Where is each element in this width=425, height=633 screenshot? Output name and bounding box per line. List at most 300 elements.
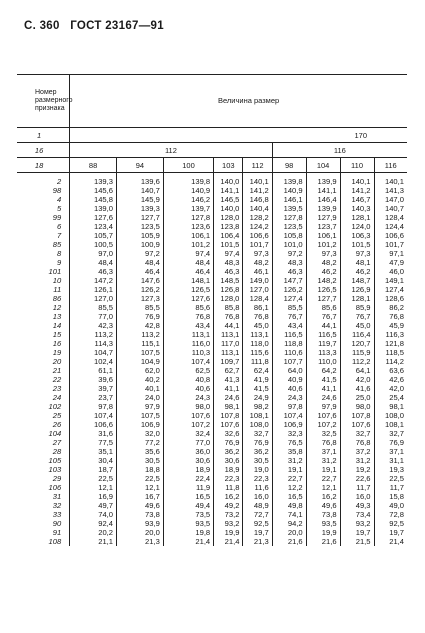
table-row [17, 420, 407, 429]
table-cell: 76,7 [340, 312, 374, 321]
table-cell: 41,9 [243, 375, 272, 384]
table-cell: 146,4 [306, 195, 340, 204]
table-cell: 102,4 [70, 357, 117, 366]
table-cell: 64,0 [272, 366, 306, 375]
table-cell: 128,6 [374, 294, 407, 303]
table-row [17, 330, 407, 339]
table-cell: 146,7 [340, 195, 374, 204]
row-18-col: 98 [272, 158, 306, 173]
table-cell: 116,5 [272, 330, 306, 339]
table-cell: 140,1 [340, 173, 374, 187]
row-18-label: 18 [17, 158, 70, 173]
table-cell: 105,8 [272, 231, 306, 240]
row-number: 21 [52, 366, 62, 375]
table-cell: 20,2 [70, 528, 117, 537]
row-number: 23 [52, 384, 62, 393]
table-cell: 19,7 [243, 528, 272, 537]
row-number: 91 [52, 528, 62, 537]
table-cell: 128,4 [243, 294, 272, 303]
table-row [17, 357, 407, 366]
row-18-col: 116 [374, 158, 407, 173]
table-cell: 11,7 [340, 483, 374, 492]
table-cell: 149,0 [243, 276, 272, 285]
row-1-value: 170 [70, 128, 407, 143]
table-cell: 126,5 [163, 285, 213, 294]
table-row [17, 348, 407, 357]
table-row [17, 492, 407, 501]
table-cell: 146,1 [272, 195, 306, 204]
table-cell: 48,1 [340, 258, 374, 267]
table-cell: 42,0 [340, 375, 374, 384]
table-cell: 49,2 [214, 501, 243, 510]
table-cell: 36,0 [163, 447, 213, 456]
table-cell: 128,4 [374, 213, 407, 222]
table-cell: 32,5 [306, 429, 340, 438]
table-cell: 98,0 [163, 402, 213, 411]
table-cell: 24,3 [163, 393, 213, 402]
row-number: 26 [52, 420, 62, 429]
table-cell: 124,4 [374, 222, 407, 231]
table-cell: 22,3 [214, 474, 243, 483]
table-cell: 48,2 [306, 258, 340, 267]
table-cell: 21,4 [163, 537, 213, 546]
table-cell: 21,3 [243, 537, 272, 546]
table-cell: 48,3 [272, 258, 306, 267]
table-cell: 32,7 [243, 429, 272, 438]
table-cell: 148,2 [306, 276, 340, 285]
table-cell: 46,3 [272, 267, 306, 276]
table-cell: 76,9 [214, 438, 243, 447]
row-number: 104 [48, 429, 62, 438]
table-cell: 141,2 [243, 186, 272, 195]
table-cell: 113,2 [117, 330, 164, 339]
table-row [17, 447, 407, 456]
table-cell: 30,5 [117, 456, 164, 465]
table-cell: 46,3 [214, 267, 243, 276]
header-row [17, 75, 407, 128]
table-cell: 126,9 [340, 285, 374, 294]
table-cell: 22,7 [306, 474, 340, 483]
table-row [17, 231, 407, 240]
table-cell: 101,0 [272, 240, 306, 249]
table-cell: 64,2 [306, 366, 340, 375]
table-cell: 120,7 [340, 339, 374, 348]
table-cell: 110,6 [272, 348, 306, 357]
table-cell: 23,7 [70, 393, 117, 402]
table-cell: 22,6 [340, 474, 374, 483]
table-cell: 110,0 [306, 357, 340, 366]
table-cell: 139,9 [306, 173, 340, 187]
table-cell: 31,2 [306, 456, 340, 465]
table-cell: 128,2 [243, 213, 272, 222]
table-row [17, 303, 407, 312]
row-16 [17, 143, 407, 158]
table-cell: 121,8 [374, 339, 407, 348]
table-row [17, 366, 407, 375]
table-cell: 139,7 [163, 204, 213, 213]
table-row [17, 312, 407, 321]
table-cell: 140,0 [214, 204, 243, 213]
table-cell: 146,2 [163, 195, 213, 204]
table-cell: 46,1 [243, 267, 272, 276]
table-cell: 16,7 [117, 492, 164, 501]
table-cell: 140,4 [243, 204, 272, 213]
table-cell: 30,4 [70, 456, 117, 465]
table-cell: 101,2 [306, 240, 340, 249]
table-cell: 148,5 [214, 276, 243, 285]
row-1 [17, 128, 407, 143]
table-cell: 77,0 [70, 312, 117, 321]
table-cell: 97,9 [306, 402, 340, 411]
row-18-col: 94 [117, 158, 164, 173]
table-cell: 123,4 [70, 222, 117, 231]
table-cell: 35,8 [272, 447, 306, 456]
table-cell: 19,0 [243, 465, 272, 474]
table-cell: 118,5 [374, 348, 407, 357]
table-cell: 113,1 [214, 348, 243, 357]
table-cell: 25,0 [340, 393, 374, 402]
table-cell: 61,1 [70, 366, 117, 375]
table-row [17, 240, 407, 249]
table-cell: 31,2 [272, 456, 306, 465]
row-number: 22 [52, 375, 62, 384]
dimension-table [17, 74, 407, 546]
table-cell: 126,2 [117, 285, 164, 294]
table-cell: 32,7 [340, 429, 374, 438]
table-cell: 116,5 [306, 330, 340, 339]
row-number: 25 [52, 411, 62, 420]
row-number: 28 [52, 447, 62, 456]
table-cell: 107,2 [163, 420, 213, 429]
table-cell: 140,7 [374, 204, 407, 213]
table-cell: 19,7 [374, 528, 407, 537]
table-cell: 16,0 [243, 492, 272, 501]
table-cell: 41,1 [306, 384, 340, 393]
table-cell: 145,9 [117, 195, 164, 204]
table-cell: 101,7 [374, 240, 407, 249]
table-cell: 97,2 [117, 249, 164, 258]
table-cell: 19,3 [374, 465, 407, 474]
row-number: 7 [56, 231, 62, 240]
table-cell: 21,4 [374, 537, 407, 546]
table-cell: 44,1 [214, 321, 243, 330]
table-cell: 128,0 [214, 294, 243, 303]
table-cell: 93,2 [340, 519, 374, 528]
table-cell: 49,4 [163, 501, 213, 510]
table-cell: 18,8 [117, 465, 164, 474]
table-cell: 117,0 [214, 339, 243, 348]
table-row [17, 429, 407, 438]
table-cell: 76,5 [272, 438, 306, 447]
table-cell: 127,6 [163, 294, 213, 303]
table-cell: 62,4 [243, 366, 272, 375]
row-18-col: 103 [214, 158, 243, 173]
table-cell: 24,6 [306, 393, 340, 402]
table-cell: 42,0 [374, 384, 407, 393]
table-cell: 46,3 [70, 267, 117, 276]
table-cell: 93,2 [214, 519, 243, 528]
table-cell: 48,9 [243, 501, 272, 510]
table-cell: 19,8 [163, 528, 213, 537]
row-number: 32 [52, 501, 62, 510]
table-cell: 43,4 [272, 321, 306, 330]
table-row [17, 501, 407, 510]
row-number: 105 [48, 456, 62, 465]
table-cell: 21,5 [340, 537, 374, 546]
row-number: 5 [56, 204, 62, 213]
table-cell: 21,6 [272, 537, 306, 546]
table-cell: 21,1 [70, 537, 117, 546]
row-number: 106 [48, 483, 62, 492]
table-cell: 146,8 [243, 195, 272, 204]
row-18-col: 88 [70, 158, 117, 173]
table-cell: 97,3 [340, 249, 374, 258]
table-cell: 97,2 [272, 249, 306, 258]
table-row [17, 258, 407, 267]
table-cell: 107,6 [214, 420, 243, 429]
table-cell: 41,5 [306, 375, 340, 384]
data-body [17, 173, 407, 547]
table-cell: 76,8 [374, 312, 407, 321]
table-row [17, 438, 407, 447]
table-cell: 49,8 [272, 501, 306, 510]
table-cell: 127,7 [306, 294, 340, 303]
table-cell: 127,0 [70, 294, 117, 303]
table-cell: 127,4 [272, 294, 306, 303]
table-cell: 126,2 [272, 285, 306, 294]
table-cell: 108,0 [374, 411, 407, 420]
table-row [17, 321, 407, 330]
table-cell: 22,3 [243, 474, 272, 483]
table-cell: 49,6 [117, 501, 164, 510]
table-cell: 101,2 [163, 240, 213, 249]
table-cell: 21,6 [306, 537, 340, 546]
table-cell: 73,5 [163, 510, 213, 519]
table-cell: 149,1 [374, 276, 407, 285]
page-number: С. 360 [24, 20, 60, 32]
table-cell: 41,3 [214, 375, 243, 384]
table-cell: 98,1 [214, 402, 243, 411]
table-cell: 73,8 [306, 510, 340, 519]
table-cell: 111,8 [243, 357, 272, 366]
table-cell: 127,9 [306, 213, 340, 222]
page-header [24, 20, 164, 32]
table-cell: 106,9 [272, 420, 306, 429]
row-number: 10 [52, 276, 62, 285]
table-cell: 16,5 [272, 492, 306, 501]
table-cell: 108,0 [243, 420, 272, 429]
row-number: 27 [52, 438, 62, 447]
table-cell: 113,3 [306, 348, 340, 357]
table-cell: 76,8 [340, 438, 374, 447]
table-cell: 86,2 [374, 303, 407, 312]
table-cell: 98,0 [340, 402, 374, 411]
table-cell: 115,6 [243, 348, 272, 357]
table-cell: 22,5 [374, 474, 407, 483]
table-cell: 145,8 [70, 195, 117, 204]
table-cell: 76,8 [163, 312, 213, 321]
table-cell: 64,1 [340, 366, 374, 375]
table-cell: 45,9 [374, 321, 407, 330]
table-cell: 100,9 [117, 240, 164, 249]
table-cell: 139,3 [117, 204, 164, 213]
table-cell: 140,1 [374, 173, 407, 187]
table-cell: 77,2 [117, 438, 164, 447]
table-cell: 40,8 [163, 375, 213, 384]
table-cell: 112,2 [340, 357, 374, 366]
table-cell: 119,7 [306, 339, 340, 348]
table-cell: 76,7 [306, 312, 340, 321]
table-cell: 101,5 [340, 240, 374, 249]
row-number: 19 [52, 348, 62, 357]
table-cell: 97,1 [374, 249, 407, 258]
table-cell: 49,6 [306, 501, 340, 510]
table-cell: 140,9 [163, 186, 213, 195]
table-cell: 93,5 [306, 519, 340, 528]
table-row [17, 276, 407, 285]
table-row [17, 510, 407, 519]
table-cell: 147,2 [70, 276, 117, 285]
table-cell: 36,2 [243, 447, 272, 456]
table-cell: 86,1 [243, 303, 272, 312]
table-cell: 115,1 [117, 339, 164, 348]
row-18 [17, 158, 407, 173]
table-cell: 140,3 [340, 204, 374, 213]
table-cell: 107,5 [117, 411, 164, 420]
table-row [17, 393, 407, 402]
table-row [17, 222, 407, 231]
row-number: 108 [48, 537, 62, 546]
table-cell: 40,2 [117, 375, 164, 384]
table-cell: 76,8 [214, 312, 243, 321]
table-cell: 24,0 [117, 393, 164, 402]
table-cell: 11,7 [374, 483, 407, 492]
row-number: 90 [52, 519, 62, 528]
table-cell: 139,3 [70, 173, 117, 187]
table-cell: 126,8 [214, 285, 243, 294]
table-cell: 97,3 [306, 249, 340, 258]
table-cell: 105,7 [70, 231, 117, 240]
table-cell: 30,5 [243, 456, 272, 465]
table-cell: 116,3 [374, 330, 407, 339]
table-row [17, 195, 407, 204]
table-cell: 139,8 [272, 173, 306, 187]
row-number: 6 [56, 222, 62, 231]
table-cell: 73,2 [214, 510, 243, 519]
table-cell: 40,1 [117, 384, 164, 393]
table-row [17, 186, 407, 195]
table-cell: 106,4 [214, 231, 243, 240]
table-cell: 85,5 [70, 303, 117, 312]
table-cell: 147,7 [272, 276, 306, 285]
row-18-col: 110 [340, 158, 374, 173]
table-cell: 31,6 [70, 429, 117, 438]
table-cell: 116,4 [340, 330, 374, 339]
row-number: 85 [52, 240, 62, 249]
table-cell: 46,4 [117, 267, 164, 276]
table-cell: 123,7 [306, 222, 340, 231]
table-cell: 24,6 [214, 393, 243, 402]
table-cell: 107,7 [272, 357, 306, 366]
table-cell: 49,3 [340, 501, 374, 510]
table-cell: 92,5 [374, 519, 407, 528]
table-cell: 35,1 [70, 447, 117, 456]
table-cell: 73,8 [117, 510, 164, 519]
table-cell: 22,5 [117, 474, 164, 483]
table-cell: 22,5 [70, 474, 117, 483]
table-cell: 106,9 [117, 420, 164, 429]
table-cell: 24,3 [272, 393, 306, 402]
table-cell: 21,3 [117, 537, 164, 546]
table-cell: 92,5 [243, 519, 272, 528]
table-cell: 18,7 [70, 465, 117, 474]
row-18-col: 112 [243, 158, 272, 173]
table-cell: 145,6 [70, 186, 117, 195]
row-number: 12 [52, 303, 62, 312]
table-cell: 48,4 [163, 258, 213, 267]
table-cell: 115,9 [340, 348, 374, 357]
table-cell: 16,0 [340, 492, 374, 501]
table-cell: 22,7 [272, 474, 306, 483]
row-number: 8 [56, 249, 62, 258]
table-cell: 11,6 [243, 483, 272, 492]
table-cell: 43,4 [163, 321, 213, 330]
table-cell: 76,9 [374, 438, 407, 447]
table-cell: 42,6 [374, 375, 407, 384]
row-number: 102 [48, 402, 62, 411]
table-cell: 106,6 [70, 420, 117, 429]
table-cell: 16,5 [163, 492, 213, 501]
table-cell: 31,1 [374, 456, 407, 465]
table-cell: 123,6 [163, 222, 213, 231]
table-cell: 22,4 [163, 474, 213, 483]
table-cell: 63,6 [374, 366, 407, 375]
table-cell: 20,0 [272, 528, 306, 537]
table-cell: 92,4 [70, 519, 117, 528]
row-number: 29 [52, 474, 62, 483]
table-cell: 49,7 [70, 501, 117, 510]
table-cell: 37,2 [340, 447, 374, 456]
table-cell: 93,5 [163, 519, 213, 528]
value-header: Величина размер [70, 75, 407, 128]
row-number: 103 [48, 465, 62, 474]
table-cell: 35,6 [117, 447, 164, 456]
table-cell: 127,4 [374, 285, 407, 294]
table-cell: 32,4 [163, 429, 213, 438]
table-cell: 19,1 [306, 465, 340, 474]
row-number: 98 [52, 186, 62, 195]
table-row [17, 456, 407, 465]
table-cell: 85,9 [340, 303, 374, 312]
table-cell: 62,5 [163, 366, 213, 375]
table-cell: 37,1 [374, 447, 407, 456]
table-cell: 19,9 [306, 528, 340, 537]
table-cell: 41,1 [214, 384, 243, 393]
table-cell: 30,6 [163, 456, 213, 465]
table-cell: 85,6 [163, 303, 213, 312]
table-cell: 98,1 [374, 402, 407, 411]
table-cell: 48,4 [70, 258, 117, 267]
table-row [17, 267, 407, 276]
table-cell: 113,1 [243, 330, 272, 339]
table-cell: 107,5 [117, 348, 164, 357]
table-cell: 39,7 [70, 384, 117, 393]
table-cell: 127,8 [272, 213, 306, 222]
table-cell: 76,9 [243, 438, 272, 447]
table-cell: 97,3 [243, 249, 272, 258]
table-cell: 30,6 [214, 456, 243, 465]
standard-code: ГОСТ 23167—91 [70, 20, 164, 32]
